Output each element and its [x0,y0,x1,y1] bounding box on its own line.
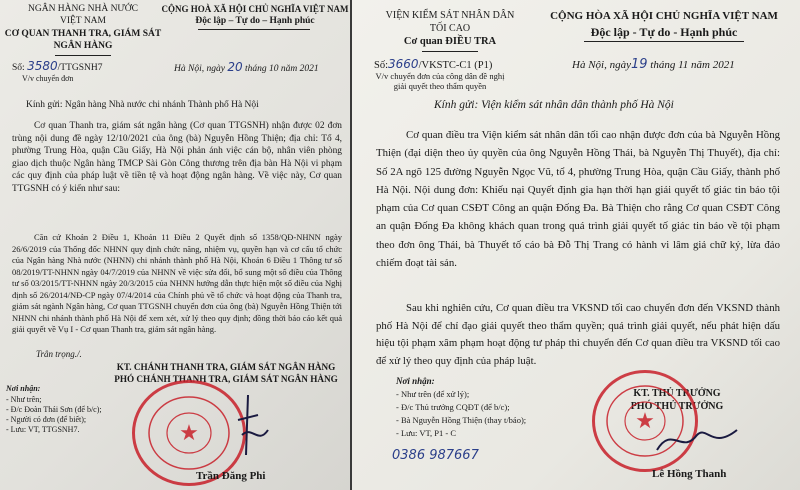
right-addressee: Kính gửi: Viện kiểm sát nhân dân thành phố Hà Nội [434,99,674,111]
right-handwritten-phone: 0386 987667 [392,448,479,463]
right-republic-title: CỘNG HÒA XÃ HỘI CHỦ NGHĨA VIỆT NAM [550,10,778,22]
right-agency-line3: Cơ quan ĐIỀU TRA [403,36,497,47]
left-so-suffix: /TTGSNH7 [57,63,103,73]
left-paragraph-2: Căn cứ Khoản 2 Điều 1, Khoản 11 Điều 2 Quyết định số 1358/QĐ-NHNN ngày 26/6/2019 của Thống đốc NHNN quy định chức năng, nhiệm vụ, quyền hạn và cơ cấu tổ chức của Ngân hàng Nhà nước (NHNN) chi nhánh thành phố Hà Nội, Khoản 6 Điều 1 Thông tư số 08/2019/TT-NHNN ngày 04/7/2019 của NHNN về việc sửa đổi, bổ sung một số điều của Thông tư số 03/2015/TT-NHNN ngày 20/3/2015 của NHNN hướng dẫn thực hiện một số điều của Nghị định số 26/2014/NĐ-CP ngày 07/4/2014 của Chính phủ về tổ chức và hoạt động của Thanh tra, giám sát ngành Ngân hàng, Cơ quan TTGSNH chuyển đơn của ông (bà) Nguyễn Hồng Thiện tới NHNN chi nhánh thành phố Hà Nội để xem xét, xử lý theo quy định; đồng thời báo cáo kết quả giải quyết về Vụ I - Cơ quan Thanh tra, giám sát ngân hàng. [12,232,342,334]
right-subject: V/v chuyển đơn của công dân đề nghị giải quyết theo thẩm quyền [375,71,505,91]
right-date-prefix: Hà Nội, ngày [572,59,631,71]
right-recipient-4: - Lưu: VT, P1 - C [396,428,457,438]
right-date [572,57,735,72]
right-doc-number [374,57,492,71]
left-doc-number [12,59,102,73]
left-signer-name: Trần Đăng Phi [196,470,266,482]
left-recipient-4: - Lưu: VT, TTGSNH7. [6,425,80,434]
left-so-number: 3580 [27,59,58,73]
left-date-prefix: Hà Nội, ngày [174,64,225,74]
left-seal-star-icon: ★ [179,420,199,445]
left-sign-title-1: KT. CHÁNH THANH TRA, GIÁM SÁT NGÂN HÀNG [116,362,336,372]
right-date-suffix: tháng 11 năm 2021 [650,59,735,71]
right-signer-name: Lê Hồng Thanh [652,468,727,480]
left-so-prefix: Số: [12,63,25,73]
left-recipient-3: - Người có đơn (để biết); [6,415,87,424]
left-agency-line1: NGÂN HÀNG NHÀ NƯỚC [27,4,139,14]
right-recipient-1: - Như trên (để xử lý); [396,389,470,399]
left-document [0,0,352,490]
left-paragraph-1: Cơ quan Thanh tra, giám sát ngân hàng (Cơ quan TTGSNH) nhận được 02 đơn trùng nội dung đề ngày 12/10/2021 của ông (bà) Nguyễn Hồng Thiện; địa chỉ: Tổ 4, phường Trung Hòa, quận Cầu Giấy, Hà Nội phản ánh việc cán bộ, nhân viên phòng giao dịch thuộc Ngân hàng TMCP Sài Gòn Công thương trên địa bàn Hà Nội vi phạm các quy định của pháp luật về tiền tệ và hoạt động ngân hàng. Về việc này, Cơ quan TTGSNH có ý kiến như sau: [12,121,342,194]
right-paragraph-2: Sau khi nghiên cứu, Cơ quan điều tra VKSND tối cao chuyển đơn đến VKSND thành phố Hà Nội để chỉ đạo giải quyết theo thẩm quyền; quá trình giải quyết, nếu phát hiện dấu hiệu tội phạm xâm phạm hoạt động tư pháp thì chuyển đến Cơ quan điều tra VKSND tối cao để xử lý theo quy định của pháp luật. [376,302,780,367]
left-closing: Trân trọng./. [36,349,82,359]
right-so-prefix: Số: [374,60,389,71]
right-motto: Độc lập - Tự do - Hạnh phúc [590,25,738,39]
right-recipient-3: - Bà Nguyễn Hồng Thiện (thay t/báo); [396,415,527,425]
right-signature-icon [652,420,742,460]
right-seal-star-icon: ★ [635,408,655,433]
left-motto: Độc lập – Tự do – Hạnh phúc [195,16,315,26]
right-sign-title-2: PHÓ THỦ TRƯỞNG [630,401,724,412]
right-motto-underline [584,41,744,42]
left-agency-line2: VIỆT NAM [59,16,106,26]
right-so-suffix: /VKSTC-C1 (P1) [418,60,493,71]
right-document [352,0,800,490]
left-agency-underline [55,55,111,56]
left-agency-line4: NGÂN HÀNG [53,41,113,51]
left-agency-line3: CƠ QUAN THANH TRA, GIÁM SÁT [4,29,162,39]
right-agency-line2: TỐI CAO [429,23,471,34]
right-agency-line1: VIỆN KIỂM SÁT NHÂN DÂN [385,10,515,21]
left-motto-underline [198,29,310,30]
right-paragraph-1: Cơ quan điều tra Viện kiểm sát nhân dân tối cao nhận được đơn của bà Nguyễn Hồng Thiện (đại diện theo ủy quyền của ông Nguyễn Hồng Thái, bà Nguyễn Thị Thuyết), địa chỉ: Số 2A ngõ 125 đường Nguyễn Ngọc Vũ, tổ 4, phường Trung Hòa, quận Cầu Giấy, thành phố Hà Nội. Nội dung đơn: Khiếu nại Quyết định gia hạn thời hạn giải quyết tố giác tin báo tội phạm của Cơ quan CSĐT Công an quận Đống Đa. Bà Thiện cho rằng Cơ quan CSĐT Công an quận Đống Đa không khách quan trong quá trình giải quyết tố giác tin báo về tội phạm theo đơn ông Thái, bà Thuyết tố cáo bà Đỗ Thị Trang có hành vi lâm giả chữ ký, lừa đảo chiếm đoạt tài sản. [376,129,780,270]
left-date-suffix: tháng 10 năm 2021 [244,64,319,74]
right-date-day: 19 [630,57,648,72]
right-recipient-2: - Đ/c Thủ trưởng CQĐT (để b/c); [396,402,510,412]
left-signature-icon [218,390,278,460]
left-date-day: 20 [227,60,243,74]
left-addressee: Kính gửi: Ngân hàng Nhà nước chi nhánh Thành phố Hà Nội [26,100,259,110]
left-republic-title: CỘNG HOÀ XÃ HỘI CHỦ NGHĨA VIỆT NAM [161,4,349,14]
left-sign-title-2: PHÓ CHÁNH THANH TRA, GIÁM SÁT NGÂN HÀNG [114,374,338,384]
left-date [174,60,319,74]
right-recipients-label: Nơi nhận: [396,376,435,386]
right-agency-underline [422,51,478,52]
left-recipient-1: - Như trên; [6,395,42,404]
left-recipient-2: - Đ/c Đoàn Thái Sơn (để b/c); [6,405,102,414]
right-sign-title-1: KT. THỦ TRƯỞNG [633,388,721,399]
right-so-number: 3660 [388,57,419,71]
left-recipients-label: Nơi nhận: [6,384,41,393]
left-subject: V/v chuyển đơn [22,74,74,83]
